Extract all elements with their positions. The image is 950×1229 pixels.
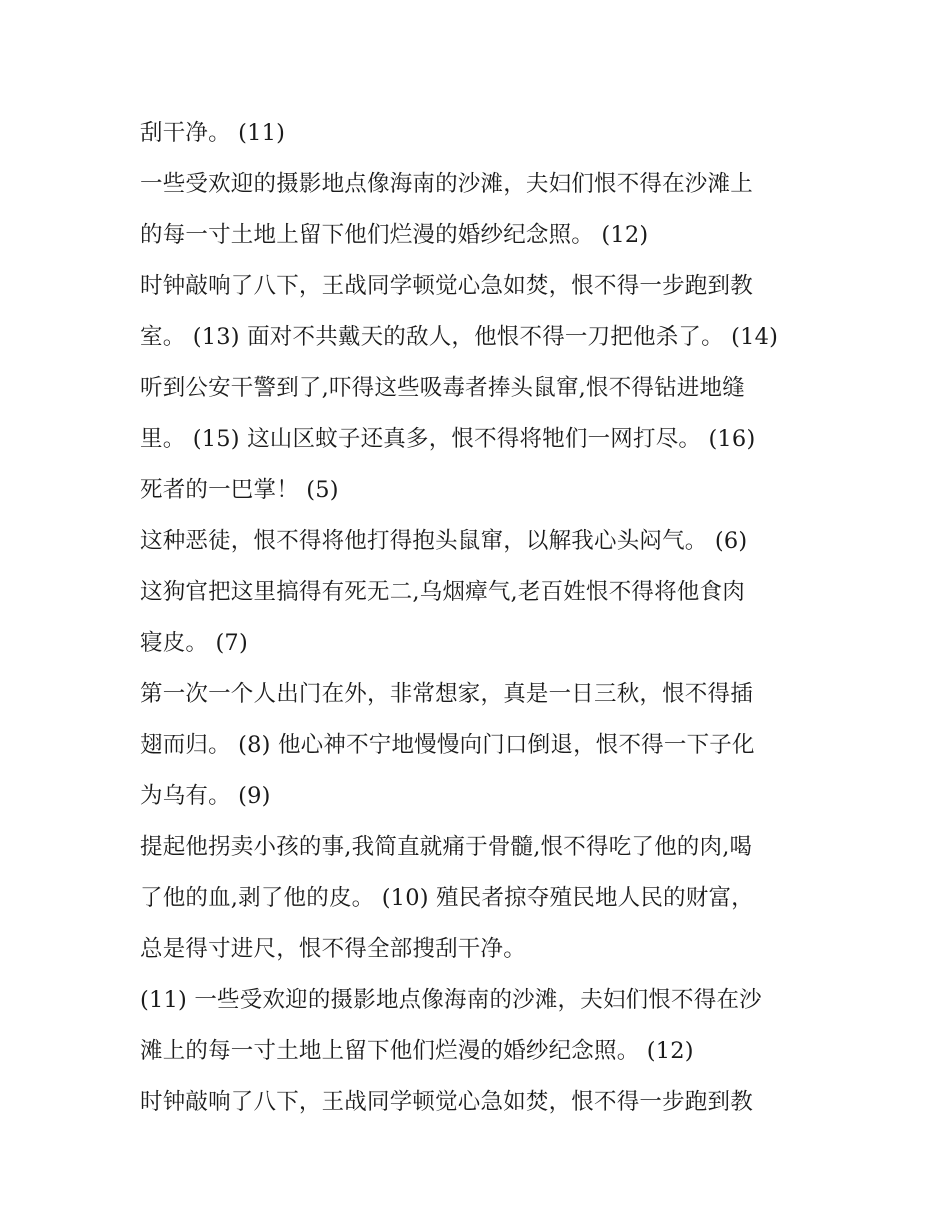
text-line-11: 寝皮。 (7) xyxy=(140,630,248,656)
text-line-8: 死者的一巴掌！ (5) xyxy=(140,477,339,503)
text-line-12: 第一次一个人出门在外，非常想家，真是一日三秋，恨不得插 xyxy=(140,681,753,707)
text-line-3: 的每一寸土地上留下他们烂漫的婚纱纪念照。 (12) xyxy=(140,222,649,248)
text-line-6: 听到公安干警到了,吓得这些吸毒者捧头鼠窜,恨不得钻进地缝 xyxy=(140,375,745,401)
text-line-5: 室。 (13) 面对不共戴天的敌人，他恨不得一刀把他杀了。 (14) xyxy=(140,324,779,350)
text-line-19: 滩上的每一寸土地上留下他们烂漫的婚纱纪念照。 (12) xyxy=(140,1038,694,1064)
text-line-2: 一些受欢迎的摄影地点像海南的沙滩，夫妇们恨不得在沙滩上 xyxy=(140,171,753,197)
document-body xyxy=(140,108,840,1128)
text-line-14: 为乌有。 (9) xyxy=(140,783,271,809)
text-line-13: 翅而归。 (8) 他心神不宁地慢慢向门口倒退，恨不得一下子化 xyxy=(140,732,755,758)
text-line-9: 这种恶徒，恨不得将他打得抱头鼠窜，以解我心头闷气。 (6) xyxy=(140,528,748,554)
text-line-4: 时钟敲响了八下，王战同学顿觉心急如焚，恨不得一步跑到教 xyxy=(140,273,753,299)
text-line-10: 这狗官把这里搞得有死无二,乌烟瘴气,老百姓恨不得将他食肉 xyxy=(140,579,745,605)
text-line-18: (11) 一些受欢迎的摄影地点像海南的沙滩，夫妇们恨不得在沙 xyxy=(140,987,762,1013)
text-line-16: 了他的血,剥了他的皮。 (10) 殖民者掠夺殖民地人民的财富， xyxy=(140,885,754,911)
text-line-15: 提起他拐卖小孩的事,我简直就痛于骨髓,恨不得吃了他的肉,喝 xyxy=(140,834,753,860)
text-line-20: 时钟敲响了八下，王战同学顿觉心急如焚，恨不得一步跑到教 xyxy=(140,1089,753,1115)
text-line-1: 刮干净。 (11) xyxy=(140,120,286,146)
text-line-17: 总是得寸进尺，恨不得全部搜刮干净。 xyxy=(140,936,526,962)
text-line-7: 里。 (15) 这山区蚊子还真多，恨不得将牠们一网打尽。 (16) xyxy=(140,426,756,452)
